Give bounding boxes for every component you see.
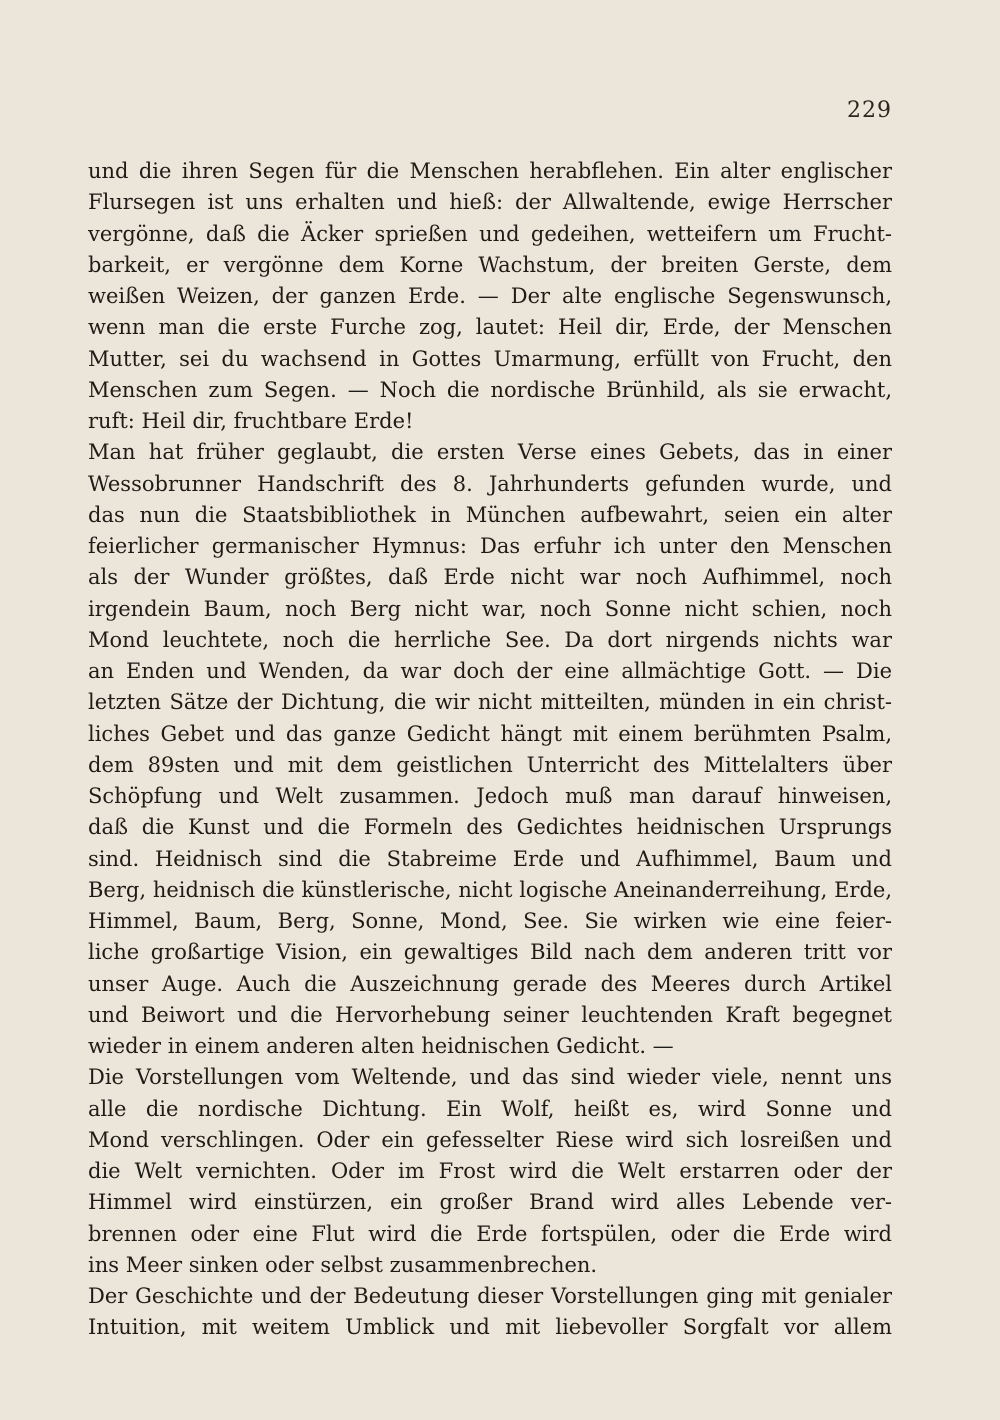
text-line: brennen oder eine Flut wird die Erde fortspülen, oder die Erde wird <box>88 1221 892 1246</box>
text-line: vergönne, daß die Äcker sprießen und gedeihen, wetteifern um Frucht- <box>88 221 892 246</box>
page-number: 229 <box>847 98 892 123</box>
text-line: Mond verschlingen. Oder ein gefesselter Riese wird sich losreißen und <box>88 1127 892 1152</box>
text-line: dem 89sten und mit dem geistlichen Unterricht des Mittelalters über <box>88 752 892 777</box>
text-line: sind. Heidnisch sind die Stabreime Erde und Aufhimmel, Baum und <box>88 846 892 871</box>
text-line: unser Auge. Auch die Auszeichnung gerade des Meeres durch Artikel <box>88 971 892 996</box>
text-line: irgendein Baum, noch Berg nicht war, noch Sonne nicht schien, noch <box>88 596 892 621</box>
text-line: ins Meer sinken oder selbst zusammenbrechen. <box>88 1252 598 1277</box>
text-line: an Enden und Wenden, da war doch der eine allmächtige Gott. — Die <box>88 659 892 683</box>
text-line: Schöpfung und Welt zusammen. Jedoch muß man darauf hinweisen, <box>88 784 892 808</box>
text-line: feierlicher germanischer Hymnus: Das erfuhr ich unter den Menschen <box>88 534 892 558</box>
text-line: wieder in einem anderen alten heidnischen Gedicht. — <box>88 1034 674 1058</box>
text-line: liche großartige Vision, ein gewaltiges Bild nach dem anderen tritt vor <box>88 940 892 965</box>
text-line: und Beiwort und die Hervorhebung seiner leuchtenden Kraft begegnet <box>88 1002 892 1027</box>
text-line: Himmel wird einstürzen, ein großer Brand wird alles Lebende ver- <box>88 1190 892 1215</box>
text-line: weißen Weizen, der ganzen Erde. — Der alte englische Segenswunsch, <box>88 284 892 308</box>
text-line: Menschen zum Segen. — Noch die nordische Brünhild, als sie erwacht, <box>88 377 892 402</box>
text-line: Die Vorstellungen vom Weltende, und das sind wieder viele, nennt uns <box>88 1065 892 1090</box>
text-line: alle die nordische Dichtung. Ein Wolf, heißt es, wird Sonne und <box>88 1096 892 1121</box>
text-line: wenn man die erste Furche zog, lautet: Heil dir, Erde, der Menschen <box>88 315 892 340</box>
text-line: Intuition, mit weitem Umblick und mit liebevoller Sorgfalt vor allem <box>88 1315 892 1340</box>
text-line: letzten Sätze der Dichtung, die wir nicht mitteilten, münden in ein christ- <box>88 690 892 715</box>
text-line: Mond leuchtete, noch die herrliche See. Da dort nirgends nichts war <box>88 627 892 652</box>
text-line: daß die Kunst und die Formeln des Gedichtes heidnischen Ursprungs <box>88 815 892 840</box>
text-line: Der Geschichte und der Bedeutung dieser Vorstellungen ging mit genialer <box>88 1284 892 1308</box>
text-line: Himmel, Baum, Berg, Sonne, Mond, See. Sie wirken wie eine feier- <box>88 909 892 933</box>
text-line: ruft: Heil dir, fruchtbare Erde! <box>88 409 414 433</box>
text-line: Wessobrunner Handschrift des 8. Jahrhunderts gefunden wurde, und <box>88 471 892 496</box>
body-text <box>88 156 892 1344</box>
text-line: Mutter, sei du wachsend in Gottes Umarmung, erfüllt von Frucht, den <box>88 346 892 371</box>
text-line: liches Gebet und das ganze Gedicht hängt mit einem berühmten Psalm, <box>88 721 892 746</box>
text-line: als der Wunder größtes, daß Erde nicht war noch Aufhimmel, noch <box>88 565 892 590</box>
text-line: Berg, heidnisch die künstlerische, nicht logische Aneinanderreihung, Erde, <box>88 877 892 902</box>
text-line: Flursegen ist uns erhalten und hieß: der Allwaltende, ewige Herrscher <box>88 190 892 215</box>
text-line: und die ihren Segen für die Menschen herabflehen. Ein alter englischer <box>88 159 892 183</box>
text-line: die Welt vernichten. Oder im Frost wird die Welt erstarren oder der <box>88 1159 892 1183</box>
text-line: barkeit, er vergönne dem Korne Wachstum, der breiten Gerste, dem <box>88 252 892 277</box>
text-line: Man hat früher geglaubt, die ersten Verse eines Gebets, das in einer <box>88 440 892 465</box>
text-line: das nun die Staatsbibliothek in München aufbewahrt, seien ein alter <box>88 502 892 527</box>
